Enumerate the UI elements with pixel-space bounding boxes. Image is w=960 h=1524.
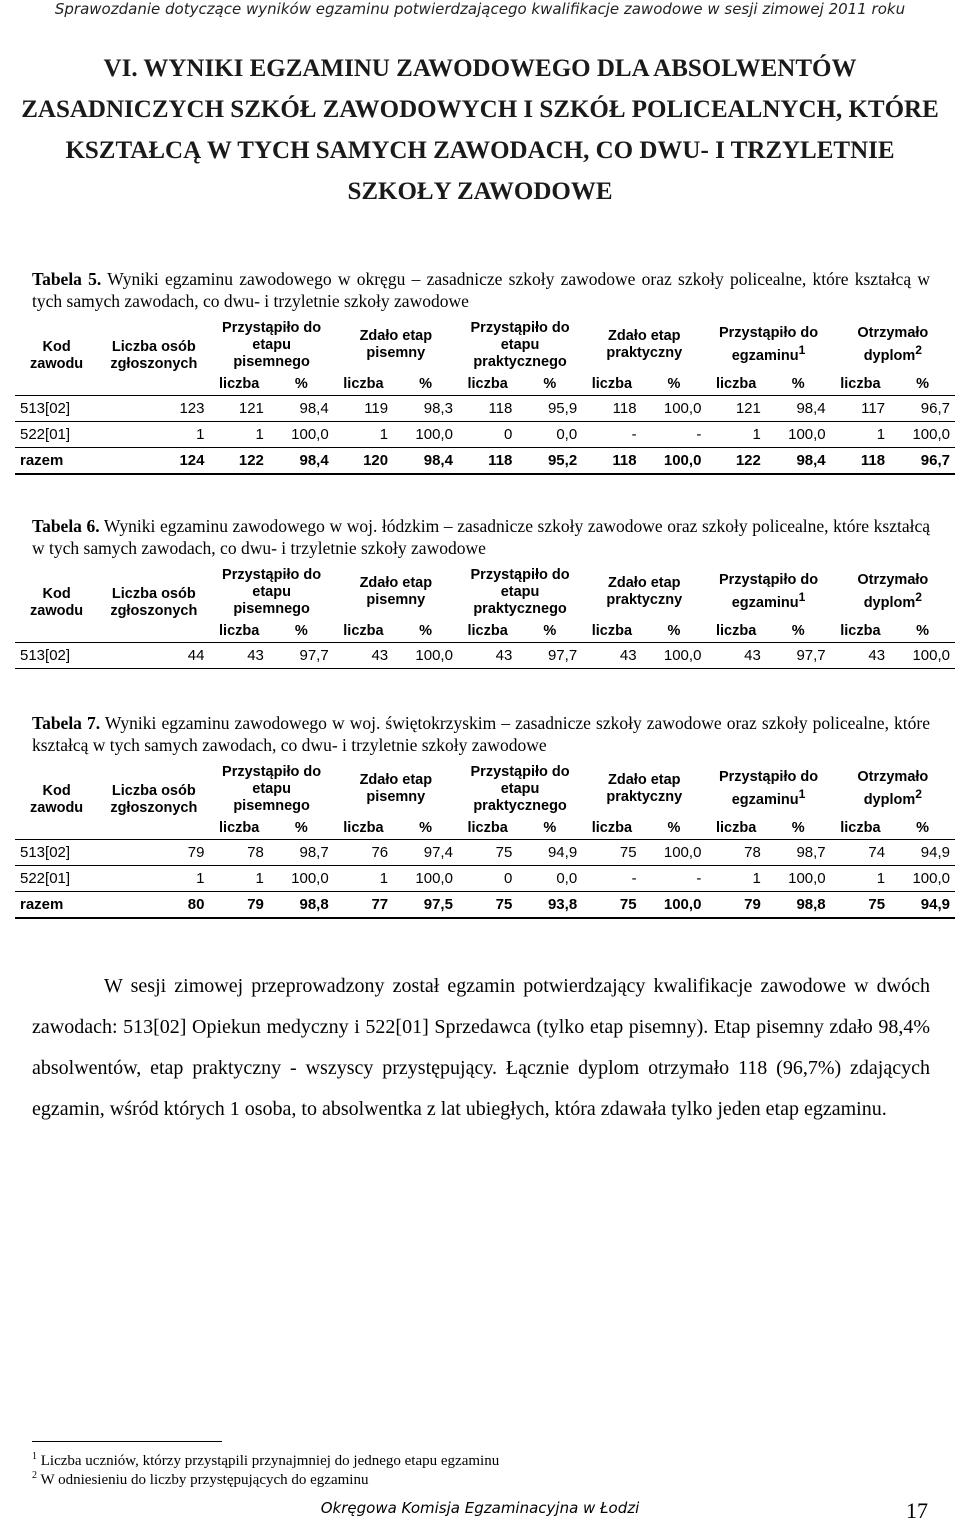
subheader-percent: %	[890, 620, 955, 643]
footnote-1-num: 1	[32, 1451, 37, 1462]
subheader-liczba: liczba	[458, 373, 517, 396]
page-footer: Okręgowa Komisja Egzaminacyjna w Łodzi	[320, 1499, 640, 1517]
cell-registered: 123	[98, 396, 209, 422]
header-zdalo-praktyczny-label: Zdało etap praktyczny	[606, 575, 683, 608]
cell-registered: 44	[98, 643, 209, 669]
header-przystapilo-praktyczny-label: Przystąpiło do etapu praktycznego	[470, 763, 570, 814]
cell-count: 122	[209, 448, 268, 475]
cell-percent: 96,7	[890, 448, 955, 475]
cell-percent: 100,0	[890, 643, 955, 669]
header-zdalo-praktyczny	[582, 317, 706, 373]
cell-percent: 100,0	[393, 866, 458, 892]
header-otrzymalo-dyplom-label: Otrzymało dyplom	[857, 572, 929, 611]
cell-percent: 100,0	[642, 448, 707, 475]
header-otrzymalo-dyplom-label: Otrzymało dyplom	[857, 325, 929, 364]
header-przystapilo-pisemny	[209, 761, 333, 817]
subheader-liczba: liczba	[831, 620, 890, 643]
subheader-liczba: liczba	[706, 817, 765, 840]
subheader-liczba: liczba	[334, 373, 393, 396]
table-7-caption	[32, 712, 930, 756]
footnote-2	[32, 1466, 368, 1490]
header-przystapilo-egzamin-label: Przystąpiło do egzaminu	[718, 769, 819, 808]
subheader-liczba: liczba	[831, 817, 890, 840]
cell-percent: 100,0	[642, 892, 707, 919]
subheader-liczba: liczba	[334, 620, 393, 643]
subheader-liczba: liczba	[582, 373, 641, 396]
cell-percent: 94,9	[890, 892, 955, 919]
cell-percent: 94,9	[517, 840, 582, 866]
cell-registered: 1	[98, 422, 209, 448]
cell-percent: 98,4	[393, 448, 458, 475]
cell-percent: 100,0	[890, 866, 955, 892]
header-zdalo-pisemny	[334, 761, 458, 817]
header-kod-zawodu: Kod zawodu	[15, 317, 98, 396]
table-5	[15, 317, 955, 475]
cell-count: 118	[458, 396, 517, 422]
header-otrzymalo-dyplom-footnote-ref: 2	[915, 343, 922, 358]
cell-count: 75	[582, 840, 641, 866]
header-przystapilo-egzamin-footnote-ref: 1	[798, 343, 806, 358]
cell-code: 522[01]	[15, 422, 98, 448]
table-row	[15, 866, 955, 892]
subheader-liczba: liczba	[706, 373, 765, 396]
table-row	[15, 422, 955, 448]
cell-count: 118	[458, 448, 517, 475]
summary-paragraph	[32, 966, 930, 1130]
cell-count: 79	[209, 892, 268, 919]
cell-percent: 97,5	[393, 892, 458, 919]
cell-count: 43	[706, 643, 765, 669]
header-otrzymalo-dyplom	[831, 317, 955, 373]
cell-code: 513[02]	[15, 396, 98, 422]
cell-registered: 79	[98, 840, 209, 866]
cell-percent: 94,9	[890, 840, 955, 866]
cell-count: 1	[706, 866, 765, 892]
header-zdalo-pisemny-label: Zdało etap pisemny	[359, 575, 433, 608]
subheader-percent: %	[269, 620, 334, 643]
header-przystapilo-egzamin	[706, 564, 830, 620]
cell-count: 75	[458, 840, 517, 866]
cell-percent: 100,0	[269, 422, 334, 448]
subheader-percent: %	[393, 817, 458, 840]
subheader-percent: %	[269, 373, 334, 396]
table-row	[15, 840, 955, 866]
subheader-percent: %	[393, 373, 458, 396]
cell-count: 77	[334, 892, 393, 919]
header-zdalo-pisemny	[334, 317, 458, 373]
header-liczba-osob: Liczba osób zgłoszonych	[98, 564, 209, 643]
header-otrzymalo-dyplom-footnote-ref: 2	[915, 787, 922, 802]
cell-count: 1	[209, 422, 268, 448]
table-7-label: Tabela 7.	[32, 713, 101, 733]
header-przystapilo-pisemny-label: Przystąpiło do etapu pisemnego	[222, 566, 322, 617]
header-liczba-osob: Liczba osób zgłoszonych	[98, 317, 209, 396]
subheader-percent: %	[517, 620, 582, 643]
cell-percent: 97,7	[517, 643, 582, 669]
header-przystapilo-praktyczny	[458, 564, 582, 620]
cell-count: 1	[831, 866, 890, 892]
header-otrzymalo-dyplom	[831, 761, 955, 817]
header-zdalo-pisemny	[334, 564, 458, 620]
cell-count: 1	[334, 422, 393, 448]
table-7-caption-text: Wyniki egzaminu zawodowego w woj. świętokrzyskim – zasadnicze szkoły zawodowe oraz szkoły policealne, które kształcą w tych samych zawodach, co dwu- i trzyletnie szkoły zawodowe	[32, 713, 930, 755]
header-zdalo-praktyczny	[582, 761, 706, 817]
cell-registered: 80	[98, 892, 209, 919]
cell-registered: 1	[98, 866, 209, 892]
cell-percent: 100,0	[890, 422, 955, 448]
cell-code: razem	[15, 448, 98, 475]
table-6-label: Tabela 6.	[32, 516, 100, 536]
cell-code: razem	[15, 892, 98, 919]
summary-text: W sesji zimowej przeprowadzony został egzamin potwierdzający kwalifikacje zawodowe w dwóch zawodach: 513[02] Opiekun medyczny i 522[01] Sprzedawca (tylko etap pisemny). Etap pisemny zdało 98,4% absolwentów, etap praktyczny - wszyscy przystępujący. Łącznie dyplom otrzymało 118 (96,7%) zdających egzamin, wśród których 1 osoba, to absolwentka z lat ubiegłych, która zdawała tylko jeden etap egzaminu.	[32, 975, 930, 1120]
cell-registered: 124	[98, 448, 209, 475]
header-przystapilo-egzamin	[706, 761, 830, 817]
cell-count: 78	[706, 840, 765, 866]
subheader-percent: %	[269, 817, 334, 840]
subheader-liczba: liczba	[706, 620, 765, 643]
subheader-liczba: liczba	[209, 620, 268, 643]
cell-percent: 95,2	[517, 448, 582, 475]
cell-count: 118	[582, 448, 641, 475]
cell-count: 43	[334, 643, 393, 669]
cell-percent: 100,0	[269, 866, 334, 892]
cell-count: 118	[582, 396, 641, 422]
header-otrzymalo-dyplom-label: Otrzymało dyplom	[857, 769, 929, 808]
cell-percent: 100,0	[393, 643, 458, 669]
header-przystapilo-praktyczny	[458, 761, 582, 817]
cell-percent: -	[642, 422, 707, 448]
cell-percent: 98,8	[269, 892, 334, 919]
cell-percent: 98,4	[766, 396, 831, 422]
subheader-liczba: liczba	[334, 817, 393, 840]
header-zdalo-praktyczny-label: Zdało etap praktyczny	[606, 772, 683, 805]
cell-percent: 96,7	[890, 396, 955, 422]
total-row	[15, 892, 955, 919]
header-liczba-osob: Liczba osób zgłoszonych	[98, 761, 209, 840]
cell-percent: 98,4	[269, 396, 334, 422]
cell-percent: 95,9	[517, 396, 582, 422]
cell-percent: 93,8	[517, 892, 582, 919]
total-row	[15, 448, 955, 475]
cell-percent: 98,8	[766, 892, 831, 919]
cell-count: 74	[831, 840, 890, 866]
subheader-liczba: liczba	[209, 817, 268, 840]
table-row	[15, 396, 955, 422]
cell-percent: 100,0	[642, 396, 707, 422]
header-przystapilo-egzamin-footnote-ref: 1	[798, 590, 806, 605]
cell-percent: 0,0	[517, 422, 582, 448]
cell-count: 76	[334, 840, 393, 866]
footnote-2-text: W odniesieniu do liczby przystępujących do egzaminu	[40, 1472, 369, 1488]
cell-count: 78	[209, 840, 268, 866]
cell-count: 1	[334, 866, 393, 892]
subheader-liczba: liczba	[831, 373, 890, 396]
subheader-percent: %	[642, 620, 707, 643]
cell-percent: 100,0	[766, 866, 831, 892]
subheader-percent: %	[642, 373, 707, 396]
table-7	[15, 761, 955, 919]
cell-percent: 98,4	[766, 448, 831, 475]
cell-count: 121	[706, 396, 765, 422]
table-5-caption	[32, 268, 930, 312]
cell-percent: 100,0	[642, 643, 707, 669]
page-header: Sprawozdanie dotyczące wyników egzaminu potwierdzającego kwalifikacje zawodowe w sesji zimowej 2011 roku	[54, 0, 906, 18]
header-przystapilo-pisemny	[209, 317, 333, 373]
subheader-liczba: liczba	[458, 620, 517, 643]
footnote-separator	[32, 1441, 222, 1442]
page-number: 17	[906, 1498, 928, 1523]
cell-count: 121	[209, 396, 268, 422]
header-przystapilo-pisemny	[209, 564, 333, 620]
header-zdalo-praktyczny-label: Zdało etap praktyczny	[606, 328, 683, 361]
subheader-percent: %	[766, 620, 831, 643]
cell-count: 0	[458, 866, 517, 892]
header-kod-zawodu: Kod zawodu	[15, 761, 98, 840]
cell-percent: 100,0	[766, 422, 831, 448]
cell-count: 75	[582, 892, 641, 919]
cell-percent: 98,7	[766, 840, 831, 866]
cell-count: 1	[706, 422, 765, 448]
cell-count: 43	[209, 643, 268, 669]
header-przystapilo-egzamin	[706, 317, 830, 373]
cell-count: 43	[458, 643, 517, 669]
table-row	[15, 643, 955, 669]
subheader-percent: %	[517, 817, 582, 840]
header-zdalo-pisemny-label: Zdało etap pisemny	[359, 772, 433, 805]
cell-count: -	[582, 866, 641, 892]
subheader-liczba: liczba	[458, 817, 517, 840]
cell-count: 120	[334, 448, 393, 475]
cell-count: 1	[831, 422, 890, 448]
subheader-percent: %	[890, 373, 955, 396]
header-przystapilo-praktyczny-label: Przystąpiło do etapu praktycznego	[470, 566, 570, 617]
cell-count: 0	[458, 422, 517, 448]
cell-count: 79	[706, 892, 765, 919]
footnote-1-text: Liczba uczniów, którzy przystąpili przynajmniej do jednego etapu egzaminu	[40, 1453, 500, 1469]
cell-percent: 97,7	[269, 643, 334, 669]
subheader-percent: %	[517, 373, 582, 396]
section-title: VI. WYNIKI EGZAMINU ZAWODOWEGO DLA ABSOLWENTÓW ZASADNICZYCH SZKÓŁ ZAWODOWYCH I SZKÓŁ POLICEALNYCH, KTÓRE KSZTAŁCĄ W TYCH SAMYCH ZAWODACH, CO DWU- I TRZYLETNIE SZKOŁY ZAWODOWE	[21, 55, 939, 205]
table-6-caption-text: Wyniki egzaminu zawodowego w woj. łódzkim – zasadnicze szkoły zawodowe oraz szkoły policealne, które kształcą w tych samych zawodach, co dwu- i trzyletnie szkoły zawodowe	[32, 516, 930, 558]
header-otrzymalo-dyplom-footnote-ref: 2	[915, 590, 922, 605]
cell-count: 75	[458, 892, 517, 919]
cell-percent: 98,4	[269, 448, 334, 475]
cell-percent: 0,0	[517, 866, 582, 892]
cell-count: 118	[831, 448, 890, 475]
cell-count: 119	[334, 396, 393, 422]
table-5-caption-text: Wyniki egzaminu zawodowego w okręgu – zasadnicze szkoły zawodowe oraz szkoły policealne, które kształcą w tych samych zawodach, co dwu- i trzyletnie szkoły zawodowe	[32, 269, 930, 311]
header-przystapilo-egzamin-label: Przystąpiło do egzaminu	[718, 572, 819, 611]
cell-count: 75	[831, 892, 890, 919]
table-6-caption	[32, 515, 930, 559]
cell-percent: 100,0	[642, 840, 707, 866]
subheader-percent: %	[766, 373, 831, 396]
header-przystapilo-praktyczny-label: Przystąpiło do etapu praktycznego	[470, 319, 570, 370]
cell-count: -	[582, 422, 641, 448]
header-kod-zawodu: Kod zawodu	[15, 564, 98, 643]
subheader-liczba: liczba	[582, 620, 641, 643]
cell-percent: -	[642, 866, 707, 892]
header-przystapilo-pisemny-label: Przystąpiło do etapu pisemnego	[222, 319, 322, 370]
header-przystapilo-egzamin-footnote-ref: 1	[798, 787, 806, 802]
cell-count: 43	[831, 643, 890, 669]
footnote-2-num: 2	[32, 1470, 37, 1481]
table-5-label: Tabela 5.	[32, 269, 102, 289]
header-otrzymalo-dyplom	[831, 564, 955, 620]
cell-percent: 98,7	[269, 840, 334, 866]
header-zdalo-pisemny-label: Zdało etap pisemny	[359, 328, 433, 361]
cell-count: 117	[831, 396, 890, 422]
subheader-percent: %	[642, 817, 707, 840]
subheader-percent: %	[890, 817, 955, 840]
header-przystapilo-praktyczny	[458, 317, 582, 373]
cell-count: 1	[209, 866, 268, 892]
subheader-liczba: liczba	[209, 373, 268, 396]
subheader-percent: %	[766, 817, 831, 840]
cell-code: 513[02]	[15, 840, 98, 866]
cell-percent: 97,4	[393, 840, 458, 866]
header-przystapilo-egzamin-label: Przystąpiło do egzaminu	[718, 325, 819, 364]
cell-percent: 98,3	[393, 396, 458, 422]
table-6	[15, 564, 955, 669]
header-zdalo-praktyczny	[582, 564, 706, 620]
cell-count: 43	[582, 643, 641, 669]
cell-code: 522[01]	[15, 866, 98, 892]
cell-code: 513[02]	[15, 643, 98, 669]
subheader-liczba: liczba	[582, 817, 641, 840]
header-przystapilo-pisemny-label: Przystąpiło do etapu pisemnego	[222, 763, 322, 814]
cell-count: 122	[706, 448, 765, 475]
cell-percent: 100,0	[393, 422, 458, 448]
subheader-percent: %	[393, 620, 458, 643]
cell-percent: 97,7	[766, 643, 831, 669]
